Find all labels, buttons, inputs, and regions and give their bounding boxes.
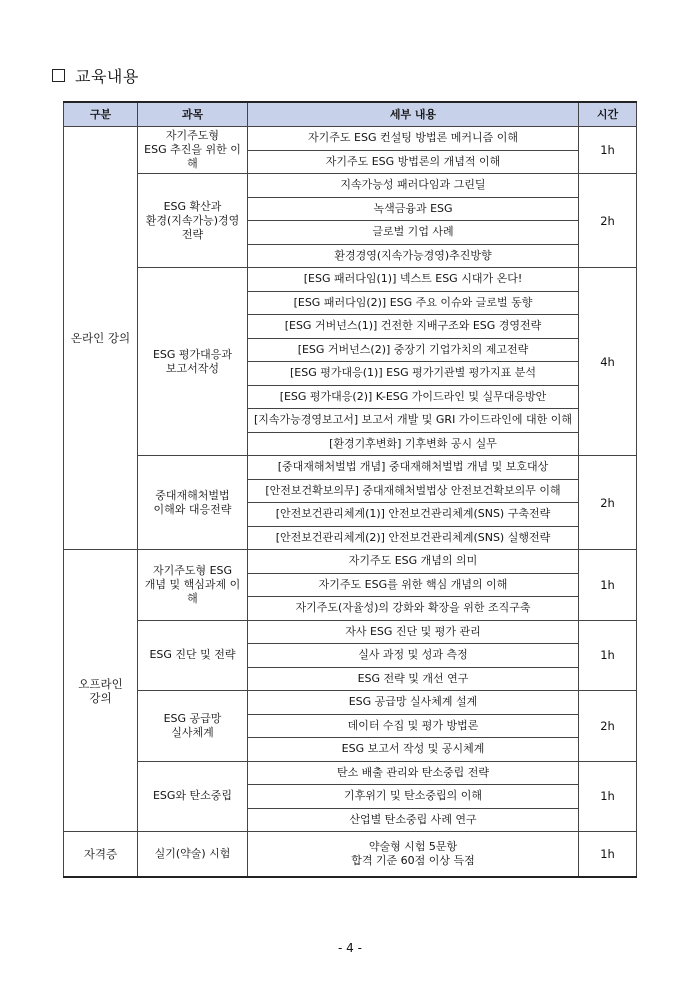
- detail-cell: 실사 과정 및 성과 측정: [248, 644, 579, 668]
- subject-cell: ESG 진단 및 전략: [138, 620, 248, 691]
- subject-cell: 중대재해처벌법 이해와 대응전략: [138, 456, 248, 550]
- table-row: [64, 268, 637, 292]
- detail-cell: 자기주도 ESG 컨설팅 방법론 메커니즘 이해: [248, 127, 579, 151]
- detail-cell: 환경경영(지속가능경영)추진방향: [248, 244, 579, 268]
- table-row: [64, 832, 637, 878]
- detail-cell: ESG 공급망 실사체계 설계: [248, 691, 579, 715]
- detail-cell: 산업별 탄소중립 사례 연구: [248, 808, 579, 832]
- detail-cell: 자사 ESG 진단 및 평가 관리: [248, 620, 579, 644]
- detail-cell: [ESG 평가대응(2)] K-ESG 가이드라인 및 실무대응방안: [248, 385, 579, 409]
- subject-cell: ESG와 탄소중립: [138, 761, 248, 832]
- header-time: 시간: [579, 102, 637, 127]
- table-row: [64, 174, 637, 198]
- detail-cell: [환경기후변화] 기후변화 공시 실무: [248, 432, 579, 456]
- detail-cell: [ESG 거버넌스(2)] 중장기 기업가치의 제고전략: [248, 338, 579, 362]
- subject-cell: ESG 평가대응과 보고서작성: [138, 268, 248, 456]
- time-cell: 2h: [579, 691, 637, 762]
- section-heading: [52, 64, 139, 86]
- header-category: 구분: [64, 102, 138, 127]
- detail-cell: 자기주도 ESG 방법론의 개념적 이해: [248, 150, 579, 174]
- detail-cell: [안전보건관리체계(1)] 안전보건관리체계(SNS) 구축전략: [248, 503, 579, 527]
- curriculum-table-body: [64, 127, 637, 878]
- subject-cell: ESG 확산과 환경(지속가능)경영 전략: [138, 174, 248, 268]
- curriculum-table: [63, 101, 637, 878]
- time-cell: 1h: [579, 832, 637, 878]
- category-cell: 오프라인 강의: [64, 550, 138, 832]
- detail-cell: [중대재해처벌법 개념] 중대재해처벌법 개념 및 보호대상: [248, 456, 579, 480]
- table-header-row: [64, 102, 637, 127]
- detail-cell: [안전보건확보의무] 중대재해처벌법상 안전보건확보의무 이해: [248, 479, 579, 503]
- detail-cell: ESG 보고서 작성 및 공시체계: [248, 738, 579, 762]
- detail-cell: [지속가능경영보고서] 보고서 개발 및 GRI 가이드라인에 대한 이해: [248, 409, 579, 433]
- table-row: [64, 127, 637, 151]
- page-number: - 4 -: [338, 941, 362, 955]
- detail-cell: 지속가능성 패러다임과 그린딜: [248, 174, 579, 198]
- detail-cell: 탄소 배출 관리와 탄소중립 전략: [248, 761, 579, 785]
- time-cell: 2h: [579, 174, 637, 268]
- detail-cell: 데이터 수집 및 평가 방법론: [248, 714, 579, 738]
- table-row: [64, 761, 637, 785]
- detail-cell: 자기주도 ESG 개념의 의미: [248, 550, 579, 574]
- detail-cell: [ESG 거버넌스(1)] 건전한 지배구조와 ESG 경영전략: [248, 315, 579, 339]
- category-cell: 온라인 강의: [64, 127, 138, 550]
- table-row: [64, 550, 637, 574]
- detail-cell: 약술형 시험 5문항 합격 기준 60점 이상 득점: [248, 832, 579, 878]
- detail-cell: [ESG 패러다임(2)] ESG 주요 이슈와 글로벌 동향: [248, 291, 579, 315]
- time-cell: 1h: [579, 620, 637, 691]
- detail-cell: 자기주도 ESG를 위한 핵심 개념의 이해: [248, 573, 579, 597]
- time-cell: 2h: [579, 456, 637, 550]
- table-row: [64, 691, 637, 715]
- detail-cell: [ESG 평가대응(1)] ESG 평가기관별 평가지표 분석: [248, 362, 579, 386]
- detail-cell: ESG 전략 및 개선 연구: [248, 667, 579, 691]
- time-cell: 4h: [579, 268, 637, 456]
- subject-cell: ESG 공급망 실사체계: [138, 691, 248, 762]
- detail-cell: [안전보건관리체계(2)] 안전보건관리체계(SNS) 실행전략: [248, 526, 579, 550]
- detail-cell: [ESG 패러다임(1)] 넥스트 ESG 시대가 온다!: [248, 268, 579, 292]
- header-subject: 과목: [138, 102, 248, 127]
- subject-cell: 자기주도형 ESG 개념 및 핵심과제 이해: [138, 550, 248, 621]
- subject-cell: 실기(약술) 시험: [138, 832, 248, 878]
- time-cell: 1h: [579, 127, 637, 174]
- time-cell: 1h: [579, 550, 637, 621]
- checkbox-square-icon: [52, 69, 65, 82]
- detail-cell: 글로벌 기업 사례: [248, 221, 579, 245]
- time-cell: 1h: [579, 761, 637, 832]
- category-cell: 자격증: [64, 832, 138, 878]
- table-row: [64, 620, 637, 644]
- subject-cell: 자기주도형 ESG 추진을 위한 이해: [138, 127, 248, 174]
- section-title: 교육내용: [75, 66, 139, 86]
- detail-cell: 녹색금융과 ESG: [248, 197, 579, 221]
- header-detail: 세부 내용: [248, 102, 579, 127]
- table-row: [64, 456, 637, 480]
- detail-cell: 자기주도(자율성)의 강화와 확장을 위한 조직구축: [248, 597, 579, 621]
- detail-cell: 기후위기 및 탄소중립의 이해: [248, 785, 579, 809]
